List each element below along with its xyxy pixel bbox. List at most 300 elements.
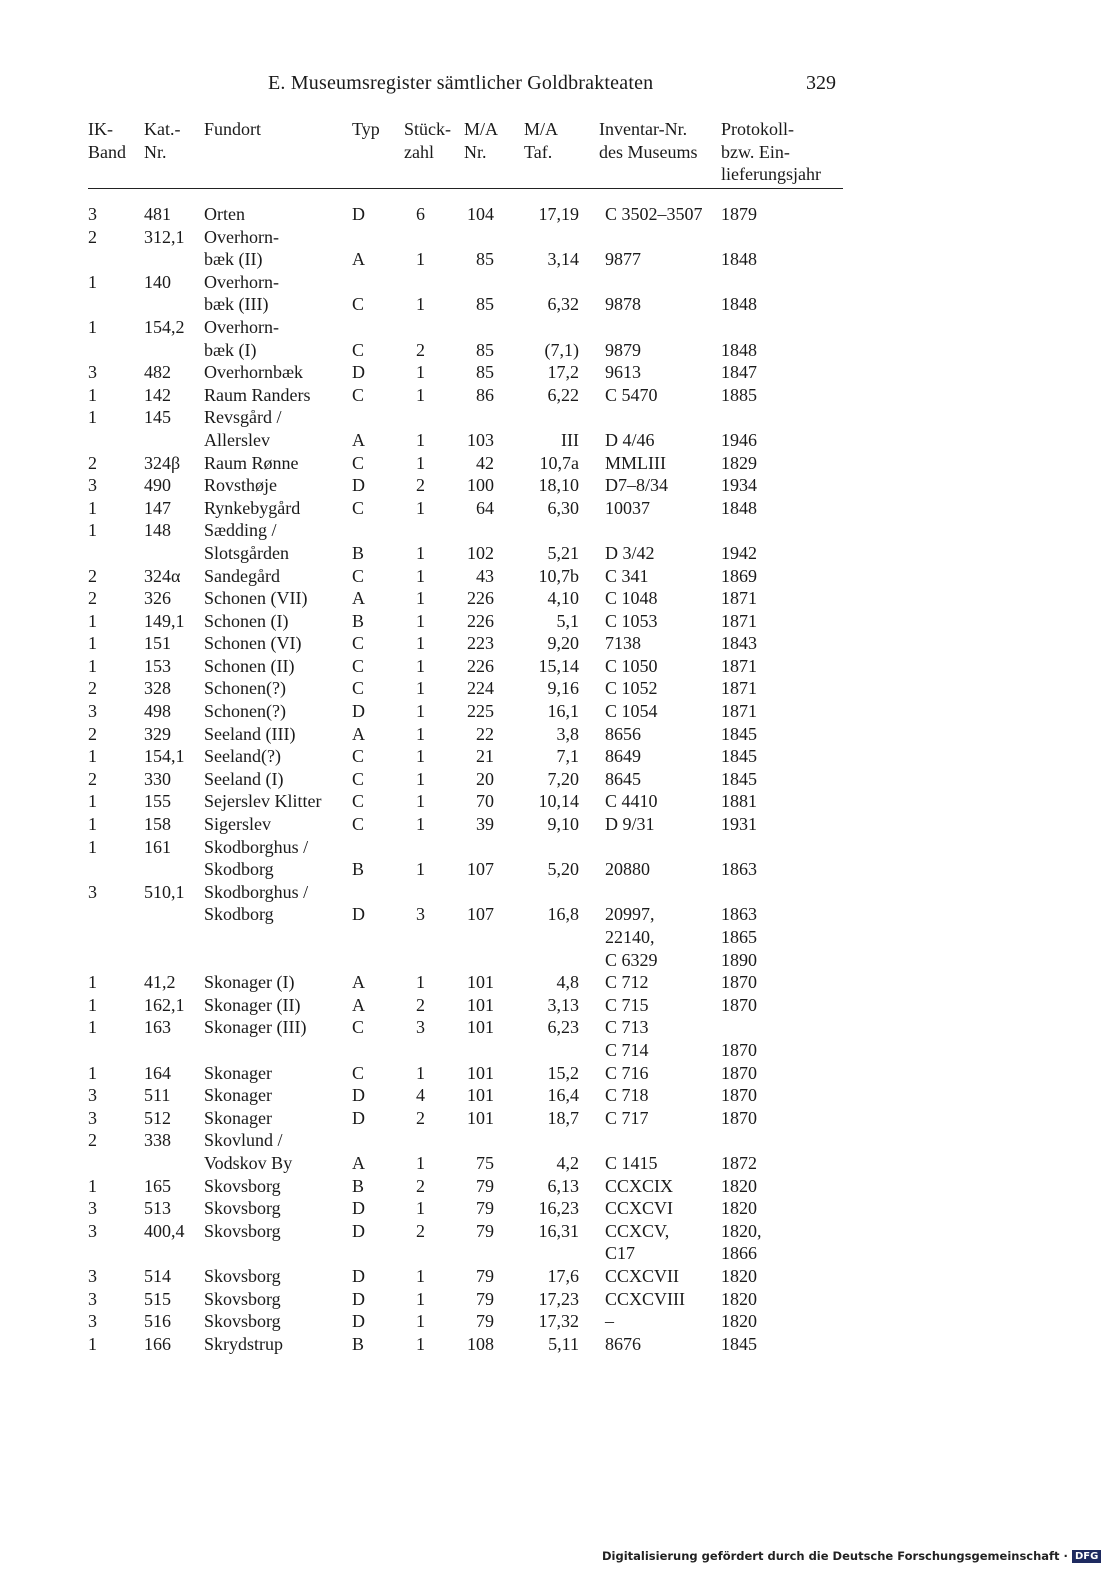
table-cell-stueck	[404, 519, 464, 564]
table-cell-manr	[464, 700, 524, 723]
cell-line: 43	[476, 565, 494, 586]
cell-line: 101	[467, 1107, 494, 1128]
cell-line: 5,1	[556, 610, 579, 631]
table-cell-inv	[599, 994, 721, 1017]
dfg-logo: DFG	[1072, 1550, 1101, 1563]
table-cell-mataf	[524, 1175, 599, 1198]
cell-line: C	[352, 768, 365, 789]
table-cell-jahr	[721, 406, 843, 451]
cell-line: A	[352, 972, 365, 993]
cell-line: A	[352, 1152, 365, 1173]
table-cell-kat	[144, 836, 204, 881]
table-cell-typ	[352, 519, 404, 564]
table-cell-inv	[599, 745, 721, 768]
table-cell-fundort	[204, 1016, 352, 1061]
cell-line	[605, 836, 721, 859]
cell-line: C 714	[605, 1039, 649, 1060]
cell-line: Overhorn-	[204, 271, 279, 292]
cell-line: 1870	[721, 1107, 757, 1128]
cell-line: 3,8	[556, 723, 579, 744]
cell-line	[524, 519, 579, 542]
header-line: des Museums	[599, 141, 698, 162]
cell-line	[352, 226, 404, 249]
table-cell-jahr	[721, 1107, 843, 1130]
table-cell-kat	[144, 632, 204, 655]
table-cell-mataf	[524, 361, 599, 384]
cell-line: CCXCV,	[605, 1220, 670, 1241]
cell-line: 104	[467, 204, 494, 224]
table-cell-manr	[464, 677, 524, 700]
cell-line: 151	[144, 633, 171, 654]
table-cell-inv	[599, 1062, 721, 1085]
table-cell-band	[88, 1107, 144, 1130]
cell-line	[88, 926, 144, 949]
cell-line: 2	[416, 475, 425, 496]
table-cell-kat	[144, 1265, 204, 1288]
table-cell-kat	[144, 361, 204, 384]
cell-line	[352, 1129, 404, 1152]
table-row	[88, 406, 843, 451]
table-cell-inv	[599, 1333, 721, 1356]
cell-line: D 3/42	[605, 542, 655, 563]
table-cell-kat	[144, 497, 204, 520]
header-line: Nr.	[464, 141, 487, 162]
cell-line: 16,31	[538, 1220, 579, 1241]
cell-line: 9879	[605, 339, 641, 360]
table-cell-mataf	[524, 316, 599, 361]
header-line: Taf.	[524, 141, 553, 162]
cell-line: 147	[144, 497, 171, 518]
cell-line: 85	[476, 294, 494, 315]
cell-line	[416, 1242, 464, 1265]
table-row	[88, 1197, 843, 1220]
cell-line: 16,8	[547, 904, 579, 925]
cell-line: B	[352, 610, 365, 631]
cell-line	[524, 271, 579, 294]
table-cell-stueck	[404, 813, 464, 836]
table-cell-band	[88, 519, 144, 564]
table-cell-fundort	[204, 474, 352, 497]
table-row	[88, 1016, 843, 1061]
table-cell-band	[88, 565, 144, 588]
cell-line: 1	[416, 1062, 425, 1083]
cell-line: 490	[144, 475, 171, 496]
cell-line: 1	[416, 542, 425, 563]
cell-line: C	[352, 565, 365, 586]
table-cell-typ	[352, 497, 404, 520]
cell-line: 512	[144, 1107, 171, 1128]
cell-line: 514	[144, 1265, 171, 1286]
table-cell-kat	[144, 745, 204, 768]
table-cell-inv	[599, 384, 721, 407]
column-header-typ	[352, 118, 404, 189]
table-cell-manr	[464, 316, 524, 361]
cell-line	[352, 926, 404, 949]
cell-line: Skovsborg	[204, 1265, 281, 1286]
table-cell-fundort	[204, 632, 352, 655]
cell-line	[416, 836, 464, 859]
table-cell-stueck	[404, 790, 464, 813]
cell-line: 3	[88, 881, 97, 902]
table-cell-kat	[144, 610, 204, 633]
cell-line: 481	[144, 204, 171, 224]
cell-line: 5,11	[548, 1333, 579, 1354]
table-cell-inv	[599, 677, 721, 700]
cell-line: bæk (I)	[204, 339, 257, 360]
table-cell-kat	[144, 1197, 204, 1220]
cell-line: 515	[144, 1288, 171, 1309]
cell-line: 154,2	[144, 316, 185, 337]
table-cell-stueck	[404, 610, 464, 633]
table-cell-manr	[464, 655, 524, 678]
cell-line: Seeland (III)	[204, 723, 296, 744]
table-cell-fundort	[204, 226, 352, 271]
cell-line	[605, 316, 721, 339]
table-cell-mataf	[524, 1220, 599, 1265]
column-header-ik-band	[88, 118, 144, 189]
cell-line	[88, 293, 144, 316]
cell-line: 155	[144, 791, 171, 812]
cell-line: A	[352, 588, 365, 609]
table-cell-band	[88, 836, 144, 881]
table-cell-mataf	[524, 1084, 599, 1107]
cell-line	[88, 858, 144, 881]
header-line: lieferungsjahr	[721, 164, 821, 185]
cell-line: 153	[144, 655, 171, 676]
cell-line: 1865	[721, 927, 757, 947]
cell-line: 39	[476, 814, 494, 835]
table-cell-jahr	[721, 1197, 843, 1220]
table-cell-kat	[144, 587, 204, 610]
cell-line: D	[352, 904, 365, 925]
cell-line: 8649	[605, 746, 641, 767]
cell-line: 1	[416, 1265, 425, 1286]
cell-line	[352, 836, 404, 859]
cell-line	[721, 406, 843, 429]
cell-line: 1845	[721, 768, 757, 789]
cell-line	[144, 1152, 162, 1175]
cell-line: Slotsgården	[204, 542, 289, 563]
table-cell-kat	[144, 1016, 204, 1061]
cell-line: C	[352, 633, 365, 654]
table-cell-fundort	[204, 384, 352, 407]
table-cell-manr	[464, 632, 524, 655]
table-row	[88, 881, 843, 971]
table-cell-band	[88, 203, 144, 226]
cell-line: 85	[476, 339, 494, 360]
cell-line: 1820	[721, 1311, 757, 1332]
table-row	[88, 1310, 843, 1333]
cell-line: 1	[88, 271, 97, 292]
cell-line: 1848	[721, 294, 757, 315]
table-cell-manr	[464, 971, 524, 994]
cell-line: 1	[88, 836, 97, 857]
table-cell-jahr	[721, 1084, 843, 1107]
cell-line: C 715	[605, 994, 649, 1015]
table-cell-mataf	[524, 1016, 599, 1061]
table-cell-jahr	[721, 1062, 843, 1085]
cell-line: 20880	[605, 859, 650, 880]
cell-line: 1	[88, 610, 97, 631]
table-cell-band	[88, 790, 144, 813]
table-cell-jahr	[721, 587, 843, 610]
table-cell-typ	[352, 677, 404, 700]
cell-line	[464, 1129, 494, 1152]
cell-line: D	[352, 204, 365, 224]
cell-line	[416, 1039, 464, 1062]
table-cell-kat	[144, 881, 204, 971]
cell-line: 102	[467, 542, 494, 563]
table-cell-fundort	[204, 519, 352, 564]
page-number: 329	[806, 72, 836, 94]
cell-line	[144, 339, 162, 362]
cell-line	[524, 1039, 579, 1062]
cell-line	[352, 519, 404, 542]
table-cell-inv	[599, 271, 721, 316]
cell-line: C 1050	[605, 655, 658, 676]
table-cell-band	[88, 768, 144, 791]
cell-line: 9613	[605, 362, 641, 383]
cell-line: 15,14	[538, 655, 579, 676]
table-cell-typ	[352, 452, 404, 475]
table-cell-stueck	[404, 768, 464, 791]
table-cell-jahr	[721, 1288, 843, 1311]
cell-line: CCXCVII	[605, 1265, 680, 1286]
table-cell-manr	[464, 1288, 524, 1311]
cell-line: –	[605, 1311, 614, 1332]
table-cell-fundort	[204, 1220, 352, 1265]
cell-line: 1885	[721, 384, 757, 405]
cell-line: 4	[416, 1085, 425, 1106]
cell-line: 2	[416, 339, 425, 360]
table-cell-inv	[599, 1016, 721, 1061]
cell-line	[464, 1242, 494, 1265]
cell-line: Skrydstrup	[204, 1333, 284, 1354]
cell-line: 225	[467, 701, 494, 722]
cell-line: 1	[88, 1333, 97, 1354]
table-cell-typ	[352, 1310, 404, 1333]
table-cell-kat	[144, 655, 204, 678]
table-cell-fundort	[204, 1084, 352, 1107]
table-cell-jahr	[721, 723, 843, 746]
table-cell-manr	[464, 790, 524, 813]
cell-line: 1	[416, 588, 425, 609]
table-cell-manr	[464, 406, 524, 451]
cell-line	[524, 1242, 579, 1265]
table-cell-manr	[464, 1333, 524, 1356]
table-cell-kat	[144, 1062, 204, 1085]
cell-line: 1	[416, 859, 425, 880]
cell-line: Overhorn-	[204, 226, 279, 247]
cell-line: 162,1	[144, 994, 185, 1015]
cell-line	[416, 406, 464, 429]
cell-line: 1848	[721, 249, 757, 270]
table-cell-jahr	[721, 203, 843, 226]
table-cell-mataf	[524, 745, 599, 768]
cell-line: 516	[144, 1311, 171, 1332]
cell-line	[88, 542, 144, 565]
table-cell-inv	[599, 1107, 721, 1130]
table-cell-inv	[599, 452, 721, 475]
table-cell-fundort	[204, 768, 352, 791]
table-cell-stueck	[404, 677, 464, 700]
cell-line: 166	[144, 1333, 171, 1354]
cell-line: 79	[476, 1175, 494, 1196]
cell-line: 1	[416, 452, 425, 473]
table-cell-jahr	[721, 1175, 843, 1198]
cell-line: Rovsthøje	[204, 475, 278, 496]
cell-line	[144, 949, 162, 972]
cell-line	[524, 406, 579, 429]
table-cell-band	[88, 271, 144, 316]
cell-line: CCXCIX	[605, 1175, 674, 1196]
cell-line: 101	[467, 1085, 494, 1106]
cell-line: 75	[476, 1152, 494, 1173]
table-cell-kat	[144, 565, 204, 588]
cell-line: C	[352, 1062, 365, 1083]
cell-line: 164	[144, 1062, 171, 1083]
table-cell-kat	[144, 474, 204, 497]
table-cell-stueck	[404, 1220, 464, 1265]
table-cell-typ	[352, 361, 404, 384]
cell-line: 1890	[721, 949, 757, 970]
cell-line: A	[352, 994, 365, 1015]
table-cell-stueck	[404, 452, 464, 475]
table-cell-jahr	[721, 655, 843, 678]
table-cell-typ	[352, 881, 404, 971]
cell-line: C 1415	[605, 1152, 658, 1173]
column-header-stueckzahl	[404, 118, 464, 189]
cell-line: 1820	[721, 1175, 757, 1196]
cell-line: C 4410	[605, 791, 658, 812]
cell-line: Revsgård /	[204, 407, 282, 428]
cell-line	[416, 1129, 464, 1152]
cell-line: 10,14	[538, 791, 579, 812]
table-cell-band	[88, 632, 144, 655]
table-cell-kat	[144, 994, 204, 1017]
cell-line: C	[352, 814, 365, 835]
cell-line: Skovsborg	[204, 1220, 281, 1241]
cell-line: 1	[416, 746, 425, 767]
cell-line: C	[352, 384, 365, 405]
cell-line: 7,20	[547, 768, 579, 789]
cell-line: Skovsborg	[204, 1198, 281, 1219]
table-cell-kat	[144, 790, 204, 813]
cell-line: 100	[467, 475, 494, 496]
cell-line: 3,14	[547, 249, 579, 270]
cell-line: 4,2	[556, 1152, 579, 1173]
table-cell-kat	[144, 971, 204, 994]
cell-line: 8656	[605, 723, 641, 744]
cell-line	[144, 926, 162, 949]
cell-line: 2	[416, 994, 425, 1015]
table-cell-stueck	[404, 1310, 464, 1333]
table-cell-band	[88, 474, 144, 497]
table-cell-jahr	[721, 1265, 843, 1288]
cell-line: 1845	[721, 746, 757, 767]
cell-line: Schonen(?)	[204, 701, 286, 722]
cell-line: Skodborghus /	[204, 881, 309, 902]
cell-line	[524, 316, 579, 339]
cell-line: 511	[144, 1085, 171, 1106]
cell-line: 16,23	[538, 1198, 579, 1219]
table-cell-stueck	[404, 497, 464, 520]
table-cell-typ	[352, 271, 404, 316]
table-cell-typ	[352, 1107, 404, 1130]
column-header-ma-nr	[464, 118, 524, 189]
table-row	[88, 610, 843, 633]
cell-line: 1871	[721, 610, 757, 631]
table-cell-fundort	[204, 723, 352, 746]
table-cell-jahr	[721, 226, 843, 271]
table-row	[88, 632, 843, 655]
cell-line: Raum Randers	[204, 384, 311, 405]
table-cell-kat	[144, 406, 204, 451]
cell-line: 18,10	[538, 475, 579, 496]
footer-text: Digitalisierung gefördert durch die Deutsche Forschungsgemeinschaft ·	[602, 1549, 1068, 1563]
table-cell-band	[88, 610, 144, 633]
cell-line: 1	[88, 814, 97, 835]
cell-line: A	[352, 723, 365, 744]
table-cell-typ	[352, 203, 404, 226]
cell-line	[416, 926, 464, 949]
cell-line	[524, 836, 579, 859]
cell-line: 79	[476, 1311, 494, 1332]
cell-line: Schonen(?)	[204, 678, 286, 699]
table-cell-typ	[352, 565, 404, 588]
table-cell-inv	[599, 1129, 721, 1174]
table-cell-manr	[464, 1129, 524, 1174]
table-cell-kat	[144, 1175, 204, 1198]
cell-line: 3	[416, 1017, 425, 1038]
table-cell-stueck	[404, 700, 464, 723]
table-cell-mataf	[524, 677, 599, 700]
table-cell-typ	[352, 226, 404, 271]
cell-line	[524, 926, 579, 949]
cell-line: 2	[416, 1107, 425, 1128]
cell-line: MMLIII	[605, 452, 666, 473]
cell-line: 1870	[721, 1039, 757, 1060]
cell-line: 5,20	[547, 859, 579, 880]
table-cell-fundort	[204, 497, 352, 520]
cell-line: 1870	[721, 994, 757, 1015]
digitization-footer	[602, 1549, 1101, 1563]
cell-line: 9,20	[547, 633, 579, 654]
table-cell-inv	[599, 226, 721, 271]
table-cell-stueck	[404, 316, 464, 361]
table-cell-inv	[599, 610, 721, 633]
table-cell-mataf	[524, 1107, 599, 1130]
cell-line: 1829	[721, 452, 757, 473]
cell-line: 3	[88, 1220, 97, 1241]
cell-line: A	[352, 249, 365, 270]
cell-line: Sigerslev	[204, 814, 271, 835]
cell-line: A	[352, 429, 365, 450]
cell-line: 1	[416, 384, 425, 405]
cell-line: 326	[144, 588, 171, 609]
cell-line: C	[352, 791, 365, 812]
table-row	[88, 700, 843, 723]
cell-line: 7,1	[556, 746, 579, 767]
table-cell-manr	[464, 452, 524, 475]
cell-line: Skodborghus /	[204, 836, 309, 857]
cell-line: 1	[88, 972, 97, 993]
table-cell-kat	[144, 723, 204, 746]
table-cell-fundort	[204, 745, 352, 768]
cell-line: 3	[88, 475, 97, 496]
table-cell-band	[88, 1016, 144, 1061]
table-cell-kat	[144, 1310, 204, 1333]
